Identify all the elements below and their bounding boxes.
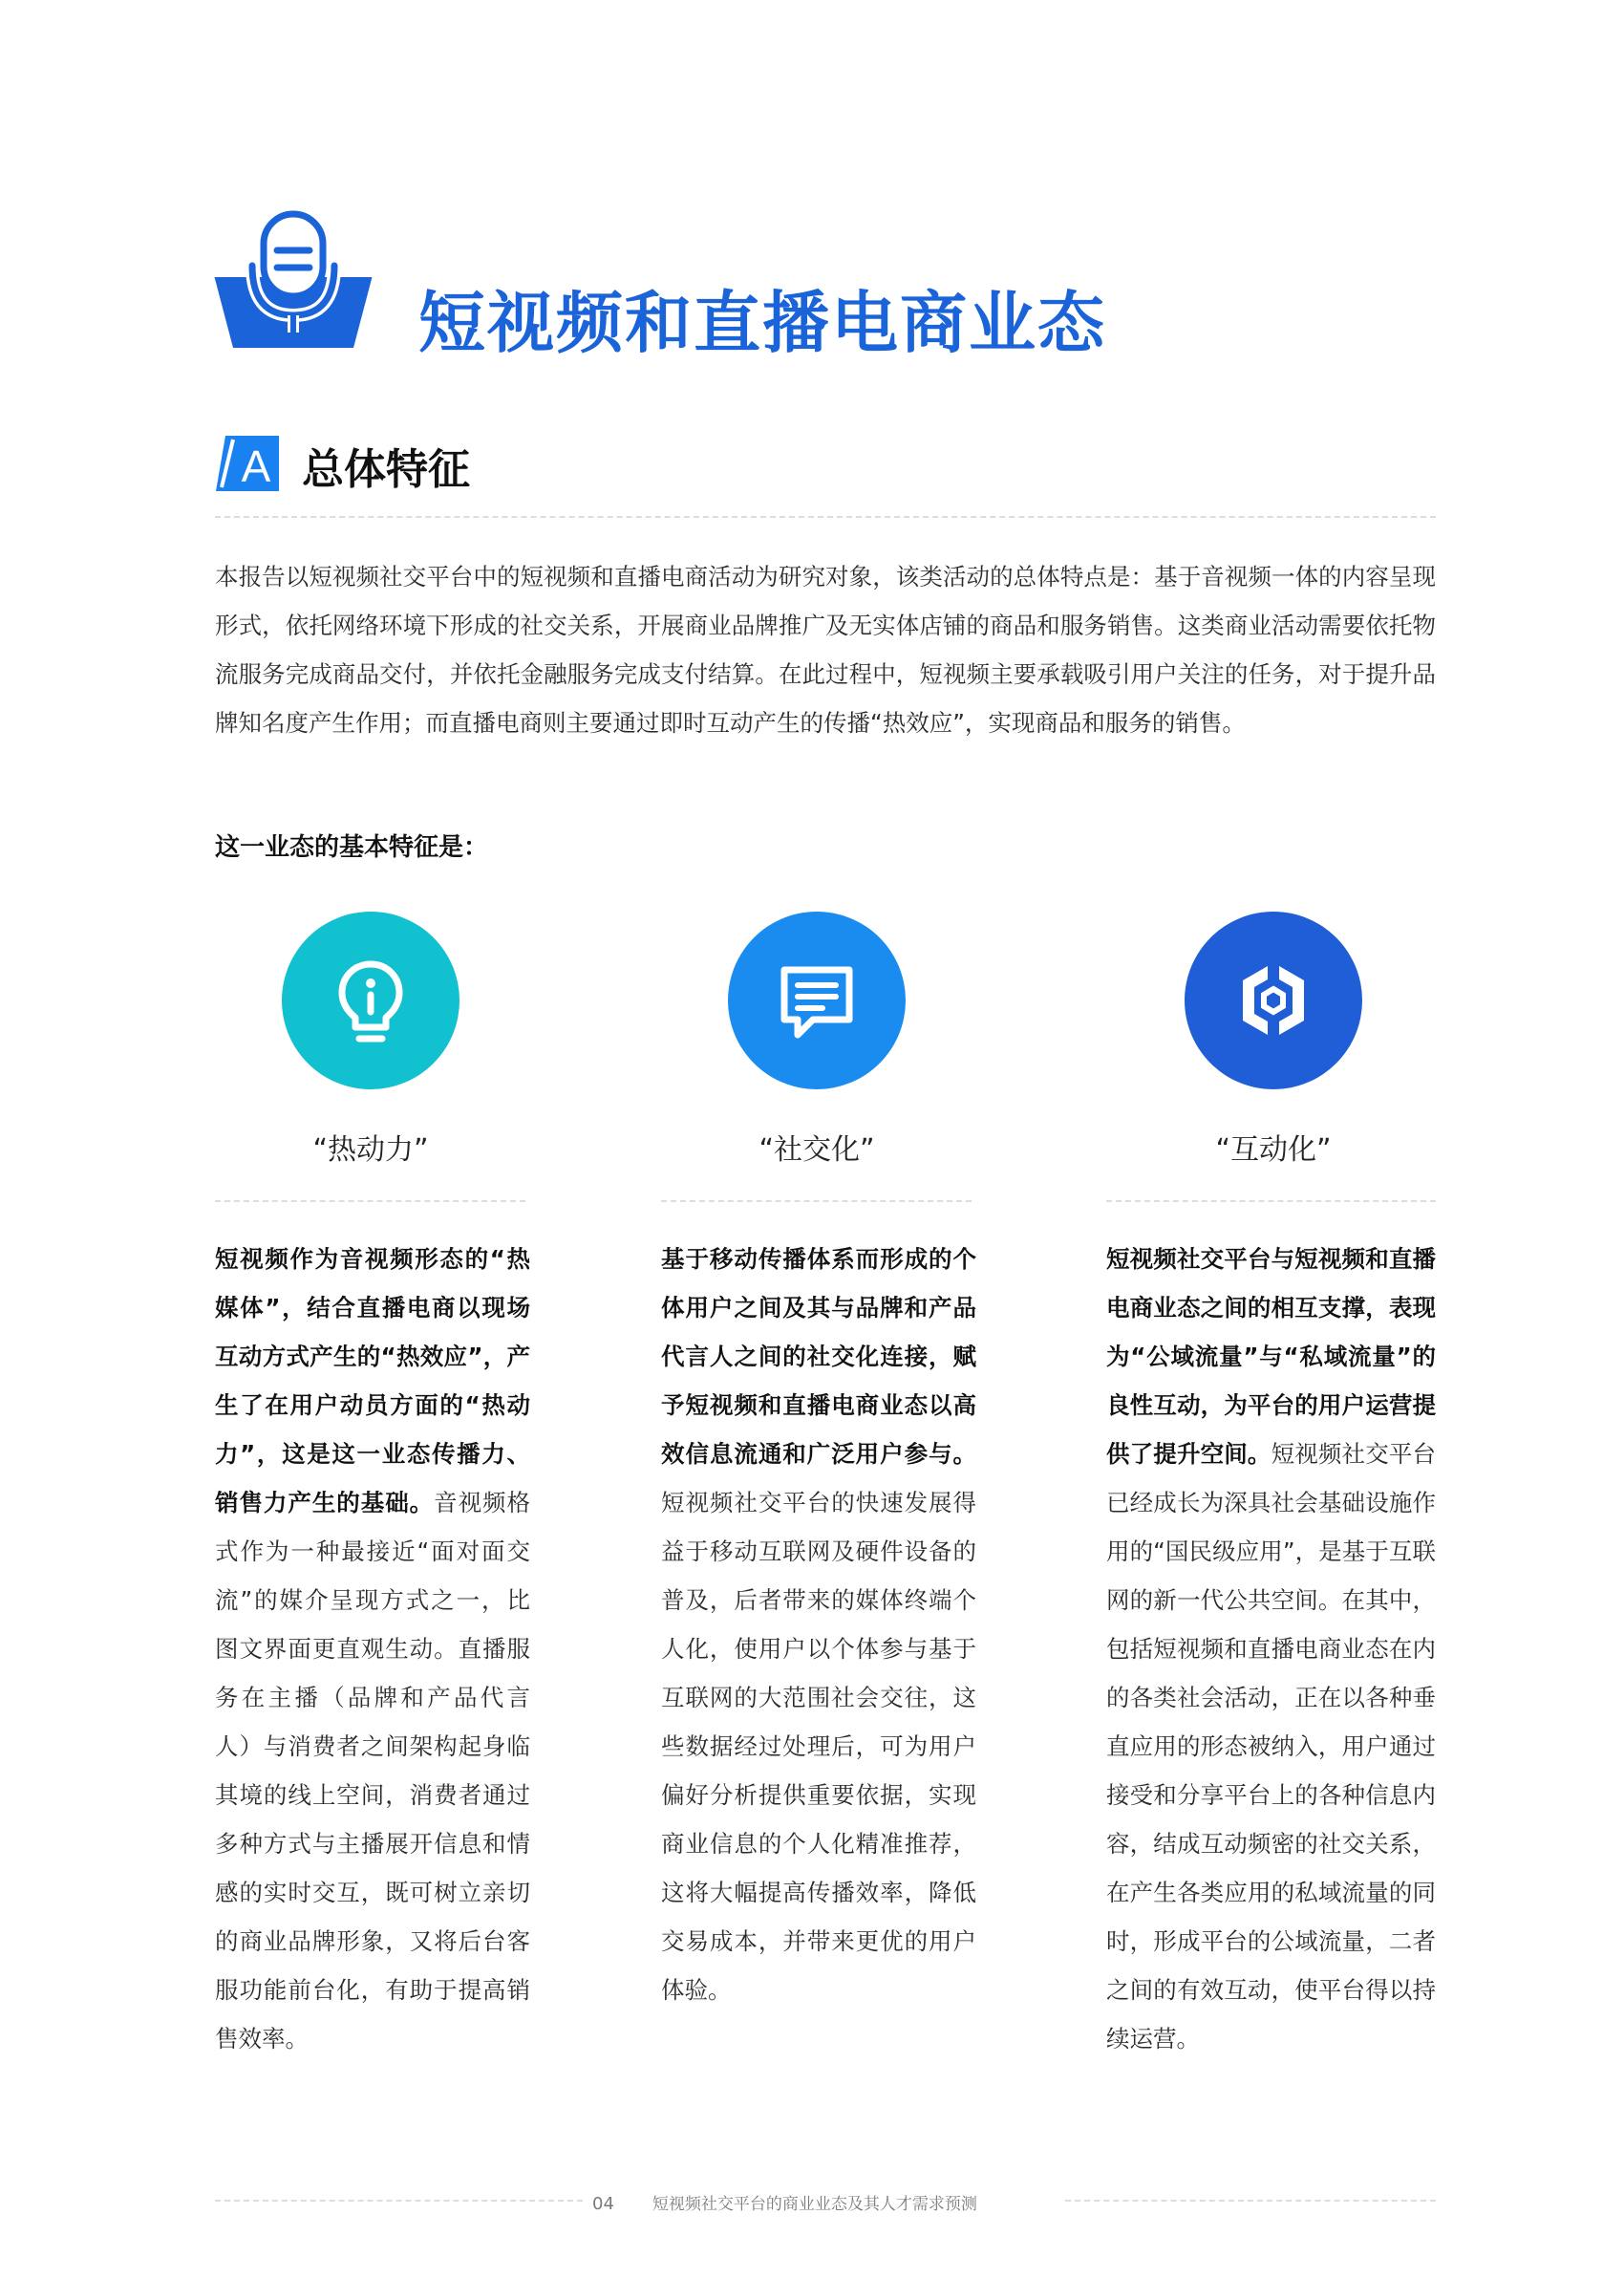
feature-title-heat: “热动力” bbox=[312, 1133, 429, 1167]
lightbulb-info-icon bbox=[282, 912, 459, 1089]
footer-divider-left bbox=[215, 2200, 583, 2202]
feature-divider bbox=[661, 1200, 972, 1202]
hexagon-link-icon bbox=[1185, 912, 1362, 1089]
section-badge-letter: A bbox=[241, 441, 271, 491]
page-number: 04 bbox=[592, 2194, 614, 2214]
footer-title: 短视频社交平台的商业业态及其人才需求预测 bbox=[652, 2195, 977, 2214]
feature-text-interaction bbox=[1106, 1235, 1436, 2063]
section-divider bbox=[215, 516, 1436, 518]
feature-title-social: “社交化” bbox=[759, 1133, 875, 1167]
features-heading: 这一业态的基本特征是： bbox=[215, 833, 489, 862]
feature-text-interaction-bold: 短视频社交平台与短视频和直播电商业态之间的相互支撑，表现为“公域流量”与“私域流量”的良性互动，为平台的用户运营提供了提升空间。 bbox=[1106, 1245, 1436, 1468]
feature-text-social-bold: 基于移动传播体系而形成的个体用户之间及其与品牌和产品代言人之间的社交化连接，赋予短视频和直播电商业态以高效信息流通和广泛用户参与。 bbox=[661, 1245, 976, 1468]
feature-text-social bbox=[661, 1235, 976, 2014]
feature-text-heat bbox=[215, 1235, 530, 2063]
chapter-title: 短视频和直播电商业态 bbox=[418, 284, 1106, 362]
chat-bubble-icon bbox=[728, 912, 906, 1089]
feature-text-social-body: 短视频社交平台的快速发展得益于移动互联网及硬件设备的普及，后者带来的媒体终端个人化，使用户以个体参与基于互联网的大范围社会交往，这些数据经过处理后，可为用户偏好分析提供重要依据，实现商业信息的个人化精准推荐，这将大幅提高传播效率，降低交易成本，并带来更优的用户体验。 bbox=[661, 1489, 976, 2004]
feature-title-interaction: “互动化” bbox=[1215, 1133, 1332, 1167]
footer-divider-right bbox=[1065, 2200, 1436, 2202]
intro-paragraph: 本报告以短视频社交平台中的短视频和直播电商活动为研究对象，该类活动的总体特点是：基于音视频一体的内容呈现形式，依托网络环境下形成的社交关系，开展商业品牌推广及无实体店铺的商品和服务销售。这类商业活动需要依托物流服务完成商品交付，并依托金融服务完成支付结算。在此过程中，短视频主要承载吸引用户关注的任务，对于提升品牌知名度产生作用；而直播电商则主要通过即时互动产生的传播“热效应”，实现商品和服务的销售。 bbox=[215, 563, 1436, 737]
feature-text-interaction-body: 短视频社交平台已经成长为深具社会基础设施作用的“国民级应用”，是基于互联网的新一代公共空间。在其中，包括短视频和直播电商业态在内的各类社会活动，正在以各种垂直应用的形态被纳入，用户通过接受和分享平台上的各种信息内容，结成互动频密的社交关系，在产生各类应用的私域流量的同时，形成平台的公域流量，二者之间的有效互动，使平台得以持续运营。 bbox=[1106, 1440, 1437, 2053]
section-title: 总体特征 bbox=[302, 445, 470, 494]
feature-text-heat-body: 音视频格式作为一种最接近“面对面交流”的媒介呈现方式之一，比图文界面更直观生动。直播服务在主播（品牌和产品代言人）与消费者之间架构起身临其境的线上空间，消费者通过多种方式与主播展开信息和情感的实时交互，既可树立亲切的商业品牌形象，又将后台客服功能前台化，有助于提高销售效率。 bbox=[215, 1489, 530, 2053]
section-badge bbox=[216, 436, 279, 491]
feature-divider bbox=[1106, 1200, 1436, 1202]
feature-text-heat-bold: 短视频作为音视频形态的“热媒体”，结合直播电商以现场互动方式产生的“热效应”，产生了在用户动员方面的“热动力”，这是这一业态传播力、销售力产生的基础。 bbox=[215, 1245, 530, 1516]
feature-divider bbox=[215, 1200, 525, 1202]
page-footer bbox=[592, 2190, 977, 2214]
microphone-icon bbox=[212, 208, 374, 350]
